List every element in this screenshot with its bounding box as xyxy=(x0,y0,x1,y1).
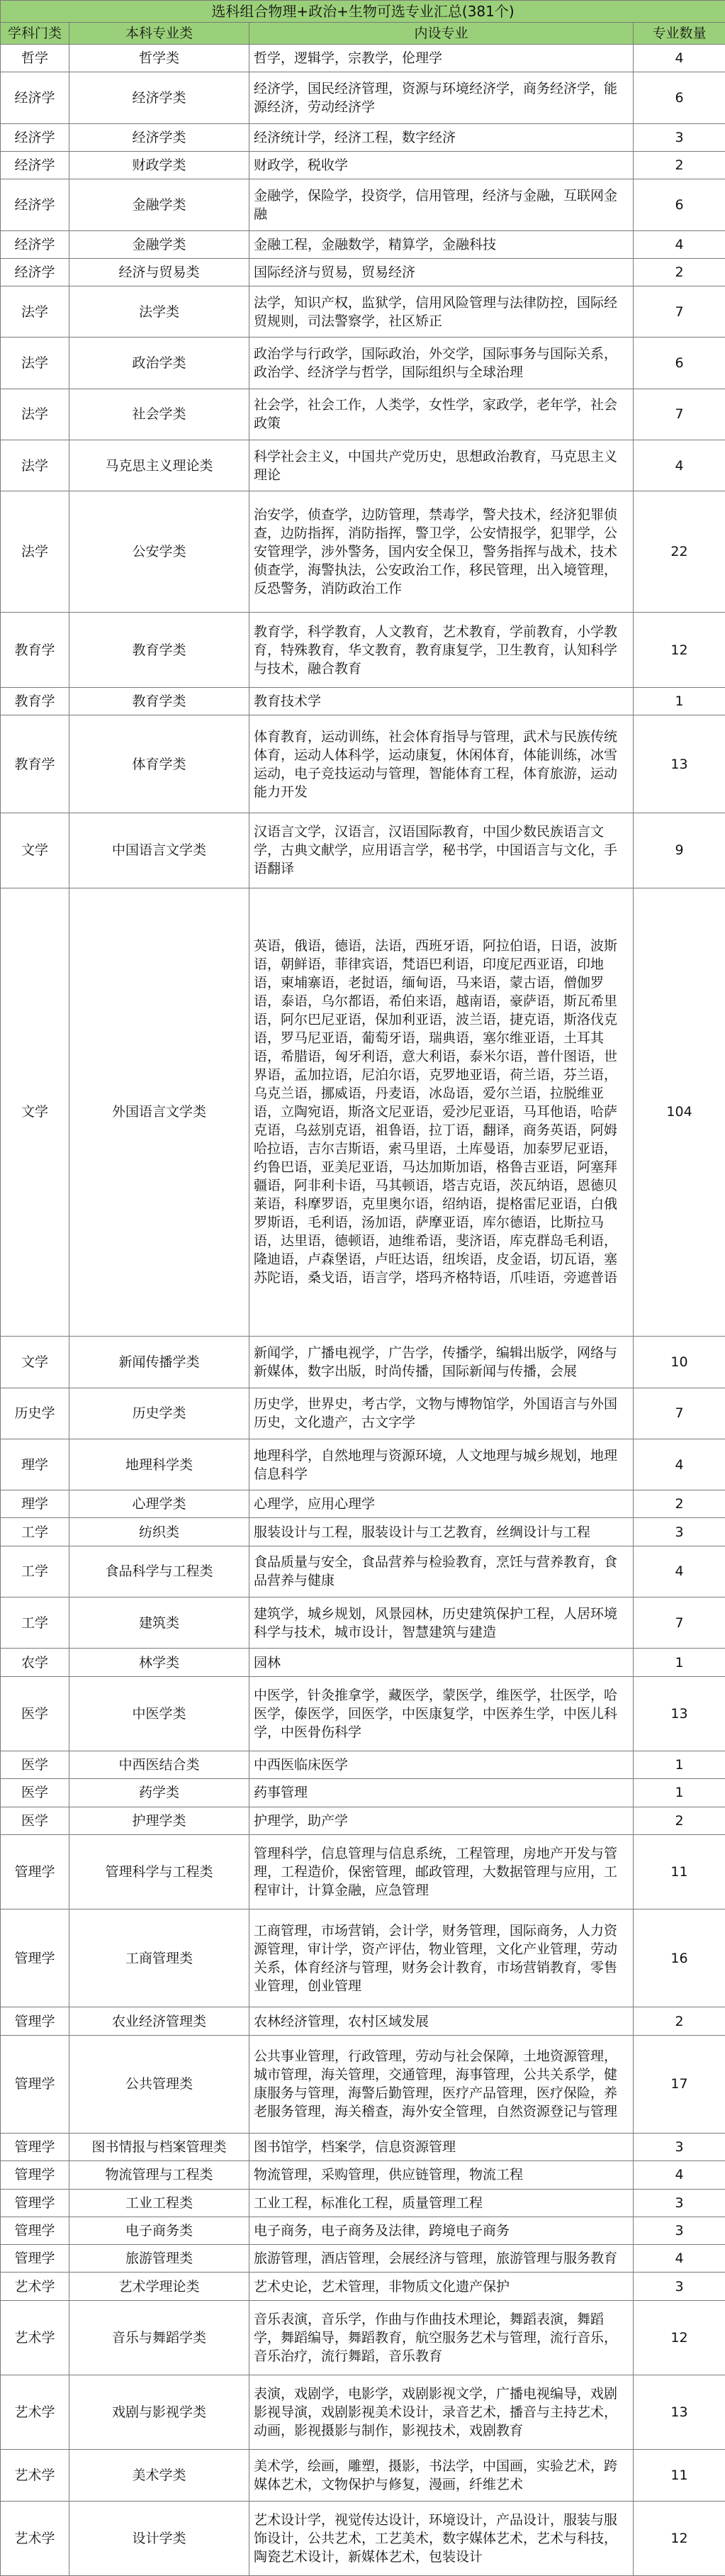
category-cell: 经济学 xyxy=(1,151,69,179)
majors-cell: 物流管理，采购管理，供应链管理，物流工程 xyxy=(249,2161,634,2189)
count-cell: 2 xyxy=(634,1807,725,1834)
majors-cell: 药事管理 xyxy=(249,1779,634,1807)
count-cell: 7 xyxy=(634,286,725,338)
table-row xyxy=(1,1909,725,2007)
table-row xyxy=(1,715,725,813)
table-row xyxy=(1,2007,725,2035)
major-class-cell: 教育学类 xyxy=(69,613,249,687)
major-class-cell: 药学类 xyxy=(69,1779,249,1807)
count-cell: 4 xyxy=(634,1546,725,1597)
majors-cell: 服装设计与工程，服装设计与工艺教育，丝绸设计与工程 xyxy=(249,1518,634,1546)
table-row xyxy=(1,2133,725,2160)
table-row xyxy=(1,1388,725,1439)
table-row xyxy=(1,1751,725,1778)
majors-cell: 法学，知识产权，监狱学，信用风险管理与法律防控，国际经贸规则，司法警察学，社区矫正 xyxy=(249,286,634,338)
majors-cell: 旅游管理，酒店管理，会展经济与管理，旅游管理与服务教育 xyxy=(249,2245,634,2273)
table-row xyxy=(1,1676,725,1751)
count-cell: 10 xyxy=(634,1337,725,1388)
majors-cell: 教育学，科学教育，人文教育，艺术教育，学前教育，小学教育，特殊教育，华文教育，教育康复学，卫生教育，认知科学与技术，融合教育 xyxy=(249,613,634,687)
major-class-cell: 经济学类 xyxy=(69,72,249,123)
major-class-cell: 马克思主义理论类 xyxy=(69,440,249,491)
majors-cell: 心理学，应用心理学 xyxy=(249,1490,634,1518)
count-cell: 17 xyxy=(634,2035,725,2133)
category-cell: 理学 xyxy=(1,1439,69,1490)
category-cell: 经济学 xyxy=(1,179,69,230)
majors-cell: 经济统计学，经济工程，数字经济 xyxy=(249,123,634,151)
category-cell: 管理学 xyxy=(1,1909,69,2007)
category-cell: 管理学 xyxy=(1,2133,69,2160)
majors-cell: 汉语言文学，汉语言，汉语国际教育，中国少数民族语言文学，古典文献学，应用语言学，秘书学，中国语言与文化，手语翻译 xyxy=(249,813,634,888)
header-major-class: 本科专业类 xyxy=(69,23,249,45)
table-row xyxy=(1,1337,725,1388)
table-row xyxy=(1,338,725,389)
major-class-cell: 地理科学类 xyxy=(69,1439,249,1490)
majors-cell: 美术学，绘画，雕塑，摄影，书法学，中国画，实验艺术，跨媒体艺术，文物保护与修复，漫画，纤维艺术 xyxy=(249,2450,634,2501)
count-cell: 6 xyxy=(634,338,725,389)
header-majors: 内设专业 xyxy=(249,23,634,45)
major-class-cell: 图书情报与档案管理类 xyxy=(69,2133,249,2160)
table-row xyxy=(1,888,725,1337)
count-cell: 3 xyxy=(634,1518,725,1546)
table-body xyxy=(1,45,725,2576)
category-cell: 法学 xyxy=(1,338,69,389)
major-class-cell: 教育学类 xyxy=(69,687,249,715)
major-class-cell: 物流管理与工程类 xyxy=(69,2161,249,2189)
majors-cell: 管理科学，信息管理与信息系统，工程管理，房地产开发与管理，工程造价，保密管理，邮政管理，大数据管理与应用，工程审计，计算金融，应急管理 xyxy=(249,1834,634,1909)
majors-cell: 护理学，助产学 xyxy=(249,1807,634,1834)
major-class-cell: 旅游管理类 xyxy=(69,2245,249,2273)
table-row xyxy=(1,2273,725,2300)
majors-cell: 音乐表演，音乐学，作曲与作曲技术理论，舞蹈表演，舞蹈学，舞蹈编导，舞蹈教育，航空服务艺术与管理，流行音乐，音乐治疗，流行舞蹈，音乐教育 xyxy=(249,2300,634,2375)
category-cell: 法学 xyxy=(1,440,69,491)
category-cell: 艺术学 xyxy=(1,2501,69,2575)
table-row xyxy=(1,613,725,687)
major-class-cell: 建筑类 xyxy=(69,1598,249,1649)
major-class-cell: 设计学类 xyxy=(69,2501,249,2575)
major-class-cell: 金融学类 xyxy=(69,230,249,258)
majors-cell: 政治学与行政学，国际政治，外交学，国际事务与国际关系，政治学、经济学与哲学，国际组织与全球治理 xyxy=(249,338,634,389)
table-row xyxy=(1,1439,725,1490)
majors-cell: 新闻学，广播电视学，广告学，传播学，编辑出版学，网络与新媒体，数字出版，时尚传播，国际新闻与传播，会展 xyxy=(249,1337,634,1388)
table-row xyxy=(1,1779,725,1807)
table-row xyxy=(1,2217,725,2244)
majors-cell: 体育教育，运动训练，社会体育指导与管理，武术与民族传统体育，运动人体科学，运动康复，休闲体育，体能训练，冰雪运动，电子竞技运动与管理，智能体育工程，体育旅游，运动能力开发 xyxy=(249,715,634,813)
table-row xyxy=(1,1546,725,1597)
count-cell: 11 xyxy=(634,2450,725,2501)
table-row xyxy=(1,1518,725,1546)
count-cell: 12 xyxy=(634,613,725,687)
table-row xyxy=(1,440,725,491)
major-class-cell: 音乐与舞蹈学类 xyxy=(69,2300,249,2375)
category-cell: 管理学 xyxy=(1,2161,69,2189)
count-cell: 9 xyxy=(634,813,725,888)
major-class-cell: 工商管理类 xyxy=(69,1909,249,2007)
count-cell: 13 xyxy=(634,2375,725,2450)
table-row xyxy=(1,123,725,151)
table-row xyxy=(1,1807,725,1834)
major-class-cell: 美术学类 xyxy=(69,2450,249,2501)
table-row xyxy=(1,389,725,440)
major-class-cell: 中医学类 xyxy=(69,1676,249,1751)
table-row xyxy=(1,72,725,123)
count-cell: 12 xyxy=(634,2501,725,2575)
table-row xyxy=(1,2375,725,2450)
count-cell: 2 xyxy=(634,258,725,286)
category-cell: 工学 xyxy=(1,1546,69,1597)
majors-cell: 金融工程，金融数学，精算学，金融科技 xyxy=(249,230,634,258)
category-cell: 法学 xyxy=(1,389,69,440)
category-cell: 管理学 xyxy=(1,1834,69,1909)
major-class-cell: 公共管理类 xyxy=(69,2035,249,2133)
majors-cell: 中医学，针灸推拿学，藏医学，蒙医学，维医学，壮医学，哈医学，傣医学，回医学，中医康复学，中医养生学，中医儿科学，中医骨伤科学 xyxy=(249,1676,634,1751)
major-class-cell: 工业工程类 xyxy=(69,2189,249,2217)
count-cell: 6 xyxy=(634,179,725,230)
category-cell: 医学 xyxy=(1,1779,69,1807)
majors-cell: 英语，俄语，德语，法语，西班牙语，阿拉伯语，日语，波斯语，朝鲜语，菲律宾语，梵语巴利语，印度尼西亚语，印地语，柬埔寨语，老挝语，缅甸语，马来语，蒙古语，僧伽罗语，泰语，乌尔都语，希伯来语，越南语，豪萨语，斯瓦希里语，阿尔巴尼亚语，保加利亚语，波兰语，捷克语，斯洛伐克语，罗马尼亚语，葡萄牙语，瑞典语，塞尔维亚语，土耳其语，希腊语，匈牙利语，意大利语，泰米尔语，普什图语，世界语，孟加拉语，尼泊尔语，克罗地亚语，荷兰语，芬兰语，乌克兰语，挪威语，丹麦语，冰岛语，爱尔兰语，拉脱维亚语，立陶宛语，斯洛文尼亚语，爱沙尼亚语，马耳他语，哈萨克语，乌兹别克语，祖鲁语，拉丁语，翻译，商务英语，阿姆哈拉语，吉尔吉斯语，索马里语，土库曼语，加泰罗尼亚语，约鲁巴语，亚美尼亚语，马达加斯加语，格鲁吉亚语，阿塞拜疆语，阿非利卡语，马其顿语，塔吉克语，茨瓦纳语，恩德贝莱语，科摩罗语，克里奥尔语，绍纳语，提格雷尼亚语，白俄罗斯语，毛利语，汤加语，萨摩亚语，库尔德语，比斯拉马语，达里语，德顿语，迪维希语，斐济语，库克群岛毛利语，隆迪语，卢森堡语，卢旺达语，纽埃语，皮金语，切瓦语，塞苏陀语，桑戈语，语言学，塔玛齐格特语，爪哇语，旁遮普语 xyxy=(249,888,634,1337)
category-cell: 艺术学 xyxy=(1,2375,69,2450)
major-class-cell: 纺织类 xyxy=(69,1518,249,1546)
count-cell: 3 xyxy=(634,2133,725,2160)
major-class-cell: 戏剧与影视学类 xyxy=(69,2375,249,2450)
count-cell: 4 xyxy=(634,440,725,491)
major-class-cell: 金融学类 xyxy=(69,179,249,230)
major-class-cell: 管理科学与工程类 xyxy=(69,1834,249,1909)
category-cell: 历史学 xyxy=(1,1388,69,1439)
majors-cell: 建筑学，城乡规划，风景园林，历史建筑保护工程，人居环境科学与技术，城市设计，智慧建筑与建造 xyxy=(249,1598,634,1649)
table-row xyxy=(1,1649,725,1676)
count-cell: 4 xyxy=(634,1439,725,1490)
category-cell: 管理学 xyxy=(1,2035,69,2133)
majors-cell: 电子商务，电子商务及法律，跨境电子商务 xyxy=(249,2217,634,2244)
majors-cell: 工商管理，市场营销，会计学，财务管理，国际商务，人力资源管理，审计学，资产评估，物业管理，文化产业管理，劳动关系，体育经济与管理，财务会计教育，市场营销教育，零售业管理，创业管理 xyxy=(249,1909,634,2007)
major-class-cell: 新闻传播学类 xyxy=(69,1337,249,1388)
table-row xyxy=(1,813,725,888)
category-cell: 教育学 xyxy=(1,715,69,813)
majors-cell: 社会学，社会工作，人类学，女性学，家政学，老年学，社会政策 xyxy=(249,389,634,440)
majors-cell: 园林 xyxy=(249,1649,634,1676)
major-class-cell: 电子商务类 xyxy=(69,2217,249,2244)
table-row xyxy=(1,2300,725,2375)
table-row xyxy=(1,286,725,338)
table-row xyxy=(1,2245,725,2273)
category-cell: 农学 xyxy=(1,1649,69,1676)
major-class-cell: 林学类 xyxy=(69,1649,249,1676)
major-class-cell: 哲学类 xyxy=(69,45,249,72)
majors-cell: 哲学，逻辑学，宗教学，伦理学 xyxy=(249,45,634,72)
majors-cell: 中西医临床医学 xyxy=(249,1751,634,1778)
majors-cell: 财政学，税收学 xyxy=(249,151,634,179)
count-cell: 13 xyxy=(634,1676,725,1751)
major-class-cell: 体育学类 xyxy=(69,715,249,813)
count-cell: 7 xyxy=(634,389,725,440)
majors-cell: 农林经济管理，农村区域发展 xyxy=(249,2007,634,2035)
count-cell: 1 xyxy=(634,1779,725,1807)
table-row xyxy=(1,45,725,72)
major-class-cell: 历史学类 xyxy=(69,1388,249,1439)
count-cell: 4 xyxy=(634,2245,725,2273)
category-cell: 经济学 xyxy=(1,72,69,123)
count-cell: 3 xyxy=(634,2273,725,2300)
table-row xyxy=(1,179,725,230)
count-cell: 4 xyxy=(634,230,725,258)
count-cell: 11 xyxy=(634,1834,725,1909)
majors-cell: 金融学，保险学，投资学，信用管理，经济与金融，互联网金融 xyxy=(249,179,634,230)
category-cell: 艺术学 xyxy=(1,2450,69,2501)
count-cell: 3 xyxy=(634,2217,725,2244)
category-cell: 医学 xyxy=(1,1751,69,1778)
count-cell: 4 xyxy=(634,2161,725,2189)
table-row xyxy=(1,151,725,179)
category-cell: 法学 xyxy=(1,286,69,338)
majors-cell: 历史学，世界史，考古学，文物与博物馆学，外国语言与外国历史，文化遗产，古文字学 xyxy=(249,1388,634,1439)
majors-cell: 治安学，侦查学，边防管理，禁毒学，警犬技术，经济犯罪侦查，边防指挥，消防指挥，警卫学，公安情报学，犯罪学，公安管理学，涉外警务，国内安全保卫，警务指挥与战术，技术侦查学，海警执法，公安政治工作，移民管理，出入境管理，反恐警务，消防政治工作 xyxy=(249,491,634,613)
table-row xyxy=(1,2450,725,2501)
major-class-cell: 经济学类 xyxy=(69,123,249,151)
category-cell: 哲学 xyxy=(1,45,69,72)
count-cell: 3 xyxy=(634,2189,725,2217)
majors-cell: 科学社会主义，中国共产党历史，思想政治教育，马克思主义理论 xyxy=(249,440,634,491)
majors-cell: 艺术设计学，视觉传达设计，环境设计，产品设计，服装与服饰设计，公共艺术，工艺美术，数字媒体艺术，艺术与科技，陶瓷艺术设计，新媒体艺术，包装设计 xyxy=(249,2501,634,2575)
count-cell: 16 xyxy=(634,1909,725,2007)
table-row xyxy=(1,491,725,613)
table-row xyxy=(1,258,725,286)
major-class-cell: 心理学类 xyxy=(69,1490,249,1518)
count-cell: 22 xyxy=(634,491,725,613)
category-cell: 文学 xyxy=(1,1337,69,1388)
header-row xyxy=(1,23,725,45)
count-cell: 6 xyxy=(634,72,725,123)
major-class-cell: 农业经济管理类 xyxy=(69,2007,249,2035)
category-cell: 管理学 xyxy=(1,2217,69,2244)
count-cell: 1 xyxy=(634,1751,725,1778)
count-cell: 2 xyxy=(634,151,725,179)
category-cell: 理学 xyxy=(1,1490,69,1518)
category-cell: 管理学 xyxy=(1,2189,69,2217)
majors-cell: 图书馆学，档案学，信息资源管理 xyxy=(249,2133,634,2160)
count-cell: 1 xyxy=(634,1649,725,1676)
count-cell: 1 xyxy=(634,687,725,715)
table-row xyxy=(1,2035,725,2133)
major-class-cell: 护理学类 xyxy=(69,1807,249,1834)
table-row xyxy=(1,230,725,258)
category-cell: 教育学 xyxy=(1,613,69,687)
major-class-cell: 中西医结合类 xyxy=(69,1751,249,1778)
table-row xyxy=(1,1490,725,1518)
header-count: 专业数量 xyxy=(634,23,725,45)
category-cell: 艺术学 xyxy=(1,2273,69,2300)
table-row xyxy=(1,1834,725,1909)
major-class-cell: 政治学类 xyxy=(69,338,249,389)
majors-cell: 经济学，国民经济管理，资源与环境经济学，商务经济学，能源经济，劳动经济学 xyxy=(249,72,634,123)
table-row xyxy=(1,1598,725,1649)
count-cell: 7 xyxy=(634,1388,725,1439)
count-cell: 104 xyxy=(634,888,725,1337)
count-cell: 2 xyxy=(634,1490,725,1518)
table-row xyxy=(1,2501,725,2575)
table-title-row xyxy=(1,1,725,23)
count-cell: 3 xyxy=(634,123,725,151)
category-cell: 医学 xyxy=(1,1807,69,1834)
major-class-cell: 社会学类 xyxy=(69,389,249,440)
category-cell: 工学 xyxy=(1,1598,69,1649)
major-class-cell: 外国语言文学类 xyxy=(69,888,249,1337)
majors-cell: 食品质量与安全，食品营养与检验教育，烹饪与营养教育，食品营养与健康 xyxy=(249,1546,634,1597)
majors-cell: 表演，戏剧学，电影学，戏剧影视文学，广播电视编导，戏剧影视导演，戏剧影视美术设计，录音艺术，播音与主持艺术，动画，影视摄影与制作，影视技术，戏剧教育 xyxy=(249,2375,634,2450)
header-category: 学科门类 xyxy=(1,23,69,45)
majors-cell: 地理科学，自然地理与资源环境，人文地理与城乡规划，地理信息科学 xyxy=(249,1439,634,1490)
table-row xyxy=(1,2189,725,2217)
major-class-cell: 艺术学理论类 xyxy=(69,2273,249,2300)
table-row xyxy=(1,2161,725,2189)
majors-cell: 教育技术学 xyxy=(249,687,634,715)
category-cell: 文学 xyxy=(1,813,69,888)
category-cell: 工学 xyxy=(1,1518,69,1546)
major-class-cell: 经济与贸易类 xyxy=(69,258,249,286)
category-cell: 管理学 xyxy=(1,2007,69,2035)
majors-cell: 艺术史论，艺术管理，非物质文化遗产保护 xyxy=(249,2273,634,2300)
category-cell: 经济学 xyxy=(1,230,69,258)
category-cell: 教育学 xyxy=(1,687,69,715)
table-title: 选科组合物理+政治+生物可选专业汇总(381个) xyxy=(1,1,725,23)
category-cell: 经济学 xyxy=(1,258,69,286)
category-cell: 法学 xyxy=(1,491,69,613)
count-cell: 13 xyxy=(634,715,725,813)
count-cell: 4 xyxy=(634,45,725,72)
count-cell: 7 xyxy=(634,1598,725,1649)
major-class-cell: 法学类 xyxy=(69,286,249,338)
table-row xyxy=(1,687,725,715)
majors-cell: 工业工程，标准化工程，质量管理工程 xyxy=(249,2189,634,2217)
majors-cell: 国际经济与贸易，贸易经济 xyxy=(249,258,634,286)
majors-cell: 公共事业管理，行政管理，劳动与社会保障，土地资源管理，城市管理，海关管理，交通管理，海事管理，公共关系学，健康服务与管理，海警后勤管理，医疗产品管理，医疗保险，养老服务管理，海关稽查，海外安全管理，自然资源登记与管理 xyxy=(249,2035,634,2133)
category-cell: 经济学 xyxy=(1,123,69,151)
category-cell: 文学 xyxy=(1,888,69,1337)
count-cell: 12 xyxy=(634,2300,725,2375)
major-class-cell: 公安学类 xyxy=(69,491,249,613)
category-cell: 艺术学 xyxy=(1,2300,69,2375)
count-cell: 2 xyxy=(634,2007,725,2035)
major-class-cell: 食品科学与工程类 xyxy=(69,1546,249,1597)
major-class-cell: 财政学类 xyxy=(69,151,249,179)
category-cell: 医学 xyxy=(1,1676,69,1751)
major-class-cell: 中国语言文学类 xyxy=(69,813,249,888)
category-cell: 管理学 xyxy=(1,2245,69,2273)
